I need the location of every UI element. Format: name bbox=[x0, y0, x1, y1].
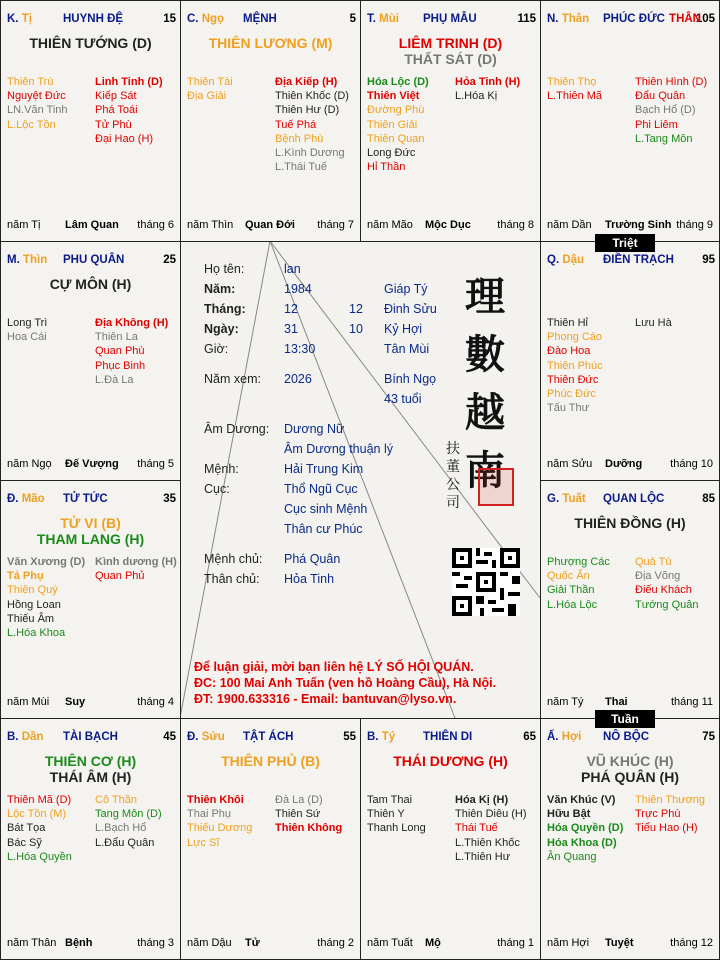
palace-header bbox=[547, 254, 715, 270]
than-chu-label: Thân chủ: bbox=[204, 572, 260, 586]
gio-label: Giờ: bbox=[204, 342, 229, 356]
palace-name: NÔ BỘC bbox=[603, 731, 649, 743]
palace-dau[interactable] bbox=[540, 241, 720, 481]
minor-stars-left bbox=[7, 316, 47, 344]
palace-age: 75 bbox=[702, 731, 715, 743]
ho-ten-label: Họ tên: bbox=[204, 262, 245, 276]
minor-star: Địa Giải bbox=[187, 90, 227, 103]
menh-label: Mệnh: bbox=[204, 462, 239, 476]
palace-year: năm Sửu bbox=[547, 458, 593, 470]
palace-year: năm Dậu bbox=[187, 937, 232, 949]
minor-star: Thiên Trù bbox=[7, 76, 54, 88]
palace-header bbox=[187, 731, 356, 747]
minor-star: Giải Thần bbox=[547, 584, 595, 597]
palace-stage: Đế Vượng bbox=[65, 458, 119, 470]
palace-stage: Mộ bbox=[425, 937, 441, 949]
palace-year: năm Tý bbox=[547, 696, 584, 708]
nam-value: 1984 bbox=[284, 282, 312, 296]
palace-stage: Thai bbox=[605, 696, 628, 708]
minor-star: Cô Thần bbox=[95, 794, 137, 806]
palace-stage: Mộc Dục bbox=[425, 219, 471, 231]
minor-star: Linh Tinh (D) bbox=[95, 76, 163, 88]
minor-star: Hồng Loan bbox=[7, 598, 61, 611]
palace-header bbox=[7, 13, 176, 29]
minor-star: Thiên Tài bbox=[187, 76, 233, 88]
minor-star: L.Thiên Hư bbox=[455, 850, 511, 863]
palace-age: 55 bbox=[343, 731, 356, 743]
palace-month: tháng 7 bbox=[317, 219, 354, 231]
minor-stars-right bbox=[275, 75, 349, 174]
thang-am-value: 12 bbox=[349, 302, 363, 316]
thang-can-chi: Đinh Sửu bbox=[384, 302, 437, 316]
palace-age: 45 bbox=[163, 731, 176, 743]
minor-star: Hữu Bật bbox=[547, 808, 591, 821]
palace-suu[interactable] bbox=[180, 718, 361, 960]
main-star: PHÁ QUÂN (H) bbox=[581, 769, 679, 785]
minor-star: Thiên Hư (D) bbox=[275, 104, 340, 117]
minor-star: Kình dương (H) bbox=[95, 556, 177, 568]
minor-star: Điếu Khách bbox=[635, 584, 692, 597]
palace-header bbox=[547, 13, 715, 29]
triet-marker: Triệt bbox=[595, 234, 655, 252]
minor-star: Thiên Quan bbox=[367, 132, 425, 145]
minor-star: L.Hóa Kị bbox=[455, 90, 498, 103]
nam-can-chi: Giáp Tý bbox=[384, 282, 428, 296]
minor-star: LN.Văn Tinh bbox=[7, 104, 68, 117]
minor-star: Tuế Phá bbox=[275, 118, 317, 131]
palace-name: QUAN LỘC bbox=[603, 493, 665, 505]
palace-header bbox=[7, 731, 176, 747]
palace-stage: Lâm Quan bbox=[65, 219, 119, 231]
palace-name: TỬ TỨC bbox=[63, 493, 108, 505]
palace-ti[interactable] bbox=[0, 0, 181, 242]
palace-header bbox=[7, 493, 176, 509]
minor-stars-right bbox=[455, 793, 527, 864]
minor-star: Thiên Hình (D) bbox=[635, 76, 708, 88]
minor-stars-left bbox=[187, 75, 233, 103]
minor-star: Tiểu Hao (H) bbox=[635, 822, 698, 835]
palace-month: tháng 8 bbox=[497, 219, 534, 231]
palace-age: 115 bbox=[517, 13, 536, 25]
nam-label: Năm: bbox=[204, 282, 236, 296]
palace-header bbox=[547, 731, 715, 747]
palace-thin[interactable] bbox=[0, 241, 181, 481]
minor-star: Thiên Thọ bbox=[547, 76, 597, 88]
palace-ngo[interactable] bbox=[180, 0, 361, 242]
palace-dan[interactable] bbox=[0, 718, 181, 960]
main-star: CỰ MÔN (H) bbox=[49, 276, 132, 292]
minor-stars-left bbox=[547, 316, 603, 415]
minor-star: Thiên Khốc (D) bbox=[275, 90, 349, 103]
palace-branch: Ấ. Hợi bbox=[547, 731, 582, 743]
minor-star: L.Đà La bbox=[95, 373, 134, 386]
cuc-note-1: Cục sinh Mệnh bbox=[284, 502, 368, 516]
palace-footer bbox=[367, 219, 534, 233]
palace-header bbox=[547, 493, 715, 509]
minor-star: Hỉ Thần bbox=[367, 161, 406, 174]
palace-stage: Tuyệt bbox=[605, 937, 634, 949]
minor-star: Văn Khúc (V) bbox=[547, 794, 616, 806]
main-star: LIÊM TRINH (D) bbox=[398, 35, 503, 51]
main-star: TỬ VI (B) bbox=[60, 515, 121, 531]
am-duong-value: Dương Nữ bbox=[284, 422, 345, 436]
minor-star: Đường Phù bbox=[367, 104, 425, 117]
minor-star: Đại Hao (H) bbox=[95, 132, 154, 145]
nam-xem-value: 2026 bbox=[284, 372, 312, 386]
minor-star: Long Đức bbox=[367, 147, 416, 160]
minor-stars-left bbox=[7, 75, 68, 132]
center-info bbox=[180, 240, 540, 718]
palace-footer bbox=[547, 219, 713, 233]
main-star: THIÊN PHỦ (B) bbox=[221, 753, 320, 769]
palace-stage: Bệnh bbox=[65, 937, 93, 949]
main-star: THIÊN TƯỚNG (D) bbox=[29, 35, 152, 51]
palace-age: 5 bbox=[349, 13, 356, 25]
minor-star: Thiên Mã (D) bbox=[7, 794, 72, 806]
minor-star: Phong Cáo bbox=[547, 331, 603, 344]
palace-branch: K. Tị bbox=[7, 13, 32, 25]
palace-month: tháng 10 bbox=[670, 458, 713, 470]
palace-name: PHU QUÂN bbox=[63, 254, 125, 266]
palace-footer bbox=[187, 937, 354, 951]
minor-star: Thiên Quý bbox=[7, 584, 58, 597]
minor-star: Tấu Thư bbox=[547, 402, 590, 415]
main-star: THÁI ÂM (H) bbox=[49, 769, 132, 785]
gio-can-chi: Tân Mùi bbox=[384, 342, 430, 356]
minor-star: Nguyệt Đức bbox=[7, 90, 66, 103]
palace-footer bbox=[7, 458, 174, 472]
menh-chu-value: Phá Quân bbox=[284, 552, 341, 566]
palace-age: 95 bbox=[702, 254, 715, 266]
cuc-value: Thổ Ngũ Cục bbox=[284, 482, 358, 496]
minor-star: Tả Phụ bbox=[7, 570, 44, 583]
minor-stars-right bbox=[275, 793, 342, 836]
main-star: THẤT SÁT (D) bbox=[404, 51, 497, 67]
palace-month: tháng 1 bbox=[497, 937, 534, 949]
minor-star: L.Tang Môn bbox=[635, 132, 693, 145]
palace-stage: Trường Sinh bbox=[605, 219, 672, 231]
thang-value: 12 bbox=[284, 302, 298, 316]
minor-star: L.Thiên Khốc bbox=[455, 836, 520, 849]
minor-star: L.Thái Tuế bbox=[275, 161, 327, 174]
palace-tuat[interactable] bbox=[540, 480, 720, 719]
palace-hoi[interactable] bbox=[540, 718, 720, 960]
palace-age: 15 bbox=[163, 13, 176, 25]
main-star: THIÊN ĐỒNG (H) bbox=[574, 515, 686, 531]
palace-branch: T. Mùi bbox=[367, 13, 399, 25]
minor-star: Thái Tuế bbox=[455, 822, 498, 835]
minor-star: Tướng Quân bbox=[635, 598, 699, 611]
thang-label: Tháng: bbox=[204, 302, 246, 316]
minor-star: Bệnh Phù bbox=[275, 132, 324, 145]
red-seal bbox=[478, 468, 514, 506]
contact-line-1: Để luận giải, mời bạn liên hệ LÝ SỐ HỘI QUÁN. bbox=[194, 660, 474, 674]
palace-year: năm Mùi bbox=[7, 696, 50, 708]
ngay-label: Ngày: bbox=[204, 322, 239, 336]
minor-stars-right bbox=[95, 75, 163, 146]
minor-star: L.Thiên Mã bbox=[547, 90, 603, 103]
minor-star: Quan Phủ bbox=[95, 570, 145, 583]
minor-stars-left bbox=[367, 75, 429, 174]
minor-stars-right bbox=[635, 555, 699, 612]
minor-stars-right bbox=[635, 316, 672, 330]
palace-year: năm Dần bbox=[547, 219, 592, 231]
qr-code bbox=[452, 548, 520, 616]
minor-star: Địa Kiếp (H) bbox=[275, 76, 338, 88]
palace-branch: G. Tuất bbox=[547, 493, 586, 505]
minor-star: Thai Phụ bbox=[187, 808, 232, 821]
palace-name: TẬT ÁCH bbox=[243, 731, 294, 743]
palace-mui[interactable] bbox=[360, 0, 541, 242]
minor-star: Tam Thai bbox=[367, 794, 413, 806]
minor-star: Địa Không (H) bbox=[95, 317, 169, 329]
palace-year: năm Hợi bbox=[547, 937, 590, 949]
minor-star: L.Hóa Khoa bbox=[7, 627, 66, 640]
palace-name: PHÚC ĐỨC bbox=[603, 13, 665, 25]
palace-age: 35 bbox=[163, 493, 176, 505]
palace-year: năm Ngọ bbox=[7, 458, 52, 470]
palace-footer bbox=[547, 458, 713, 472]
main-star: THAM LANG (H) bbox=[36, 531, 145, 547]
minor-stars-left bbox=[187, 793, 252, 850]
palace-footer bbox=[187, 219, 354, 233]
minor-star: Hóa Khoa (D) bbox=[547, 836, 617, 849]
palace-ty[interactable] bbox=[360, 718, 541, 960]
palace-branch: Đ. Mão bbox=[7, 493, 45, 505]
palace-year: năm Thìn bbox=[187, 219, 234, 231]
minor-star: Hóa Quyền (D) bbox=[547, 822, 624, 835]
minor-star: Thiếu Dương bbox=[187, 822, 253, 835]
minor-star: Lộc Tồn (M) bbox=[7, 808, 67, 821]
tuan-marker: Tuần bbox=[595, 710, 655, 728]
minor-star: L.Hóa Lộc bbox=[547, 598, 598, 611]
palace-month: tháng 11 bbox=[670, 696, 713, 708]
minor-star: Thiên Giải bbox=[367, 118, 418, 131]
minor-star: Phượng Các bbox=[547, 556, 610, 568]
palace-branch: Q. Dậu bbox=[547, 254, 585, 266]
palace-branch: Đ. Sửu bbox=[187, 731, 225, 743]
palace-name: HUYNH ĐỆ bbox=[63, 13, 124, 25]
main-star: THIÊN LƯƠNG (M) bbox=[208, 35, 333, 51]
palace-mao[interactable] bbox=[0, 480, 181, 719]
palace-stage: Quan Đới bbox=[245, 219, 295, 231]
menh-chu-label: Mệnh chủ: bbox=[204, 552, 263, 566]
main-star: VŨ KHÚC (H) bbox=[586, 753, 674, 769]
palace-year: năm Mão bbox=[367, 219, 413, 231]
palace-footer bbox=[7, 696, 174, 710]
am-duong-note: Âm Dương thuận lý bbox=[284, 442, 393, 456]
nam-xem-label: Năm xem: bbox=[204, 372, 261, 386]
palace-month: tháng 4 bbox=[137, 696, 174, 708]
palace-stage: Suy bbox=[65, 696, 86, 708]
minor-stars-right bbox=[95, 793, 162, 850]
minor-star: Quốc Ấn bbox=[547, 570, 590, 583]
minor-star: Thanh Long bbox=[367, 822, 426, 835]
minor-stars-left bbox=[7, 555, 85, 640]
palace-footer bbox=[367, 937, 534, 951]
minor-star: L.Kình Dương bbox=[275, 147, 345, 160]
palace-branch: M. Thìn bbox=[7, 254, 48, 266]
minor-star: Ân Quang bbox=[547, 850, 597, 863]
palace-branch: B. Tý bbox=[367, 731, 396, 743]
minor-star: L.Lộc Tồn bbox=[7, 118, 56, 131]
minor-star: Bạch Hổ (D) bbox=[635, 104, 696, 117]
minor-star: Tang Môn (D) bbox=[95, 808, 162, 821]
main-star: THIÊN CƠ (H) bbox=[44, 753, 137, 769]
minor-star: Thiên Việt bbox=[367, 90, 420, 103]
minor-stars-left bbox=[547, 75, 602, 103]
palace-branch: C. Ngọ bbox=[187, 13, 225, 25]
minor-stars-left bbox=[547, 793, 623, 864]
palace-branch: N. Thân bbox=[547, 13, 590, 25]
palace-age: 85 bbox=[702, 493, 715, 505]
minor-star: Đào Hoa bbox=[547, 345, 591, 358]
minor-star: Đà La (D) bbox=[275, 794, 323, 806]
minor-star: Hoa Cái bbox=[7, 331, 47, 344]
minor-star: L.Bạch Hổ bbox=[95, 822, 147, 835]
minor-star: Thiên La bbox=[95, 331, 138, 344]
ngay-am-value: 10 bbox=[349, 322, 363, 336]
minor-stars-left bbox=[547, 555, 610, 612]
palace-month: tháng 3 bbox=[137, 937, 174, 949]
minor-star: Thiên Sứ bbox=[275, 808, 321, 821]
ho-ten-value: lan bbox=[284, 262, 301, 276]
palace-header bbox=[7, 254, 176, 270]
minor-star: Thiếu Âm bbox=[7, 612, 55, 625]
tuoi-value: 43 tuổi bbox=[384, 392, 422, 406]
palace-age: 105 bbox=[695, 13, 715, 25]
menh-value: Hải Trung Kim bbox=[284, 462, 364, 476]
palace-age: 25 bbox=[163, 254, 176, 266]
minor-star: Tử Phù bbox=[95, 118, 132, 131]
minor-star: Long Trì bbox=[7, 317, 48, 329]
palace-month: tháng 12 bbox=[670, 937, 713, 949]
minor-star: Bác Sỹ bbox=[7, 836, 42, 849]
palace-than[interactable] bbox=[540, 0, 720, 242]
minor-star: Thiên Phúc bbox=[547, 359, 603, 372]
palace-header bbox=[367, 731, 536, 747]
minor-star: Hóa Kị (H) bbox=[455, 794, 509, 806]
minor-star: Thiên Diêu (H) bbox=[455, 808, 527, 821]
calligraphy-logo: 理數越南 bbox=[465, 273, 505, 494]
minor-star: Hóa Lộc (D) bbox=[367, 76, 429, 88]
than-marker: THÂN bbox=[669, 13, 701, 25]
palace-month: tháng 9 bbox=[676, 219, 713, 231]
palace-header bbox=[187, 13, 356, 29]
minor-stars-right bbox=[635, 75, 707, 146]
palace-name: MỆNH bbox=[243, 13, 277, 25]
palace-age: 65 bbox=[523, 731, 536, 743]
minor-star: Thiên Đức bbox=[547, 373, 599, 386]
palace-year: năm Thân bbox=[7, 937, 57, 949]
palace-year: năm Tuất bbox=[367, 937, 413, 949]
palace-month: tháng 6 bbox=[137, 219, 174, 231]
cuc-label: Cục: bbox=[204, 482, 230, 496]
minor-star: Văn Xương (D) bbox=[7, 556, 86, 568]
minor-star: Phúc Đức bbox=[547, 388, 596, 401]
minor-stars-right bbox=[455, 75, 520, 103]
minor-star: L.Đẩu Quân bbox=[95, 836, 155, 849]
ngay-can-chi: Kỷ Hợi bbox=[384, 322, 423, 336]
minor-star: Phá Toái bbox=[95, 104, 138, 117]
minor-star: Kiếp Sát bbox=[95, 90, 137, 103]
palace-month: tháng 2 bbox=[317, 937, 354, 949]
minor-star: Thiên Y bbox=[367, 808, 405, 821]
palace-footer bbox=[547, 696, 713, 710]
nam-xem-can-chi: Bính Ngọ bbox=[384, 372, 437, 386]
minor-stars-right bbox=[95, 316, 168, 387]
minor-star: Địa Võng bbox=[635, 570, 681, 583]
palace-month: tháng 5 bbox=[137, 458, 174, 470]
palace-name: ĐIỀN TRẠCH bbox=[603, 254, 674, 266]
palace-name: TÀI BẠCH bbox=[63, 731, 118, 743]
palace-name: PHỤ MẪU bbox=[423, 13, 477, 25]
minor-stars-left bbox=[7, 793, 72, 864]
palace-stage: Tử bbox=[245, 937, 260, 949]
minor-star: Bát Tọa bbox=[7, 822, 46, 835]
palace-year: năm Tị bbox=[7, 219, 41, 231]
minor-star: Lưu Hà bbox=[635, 317, 672, 329]
minor-star: Phi Liêm bbox=[635, 118, 678, 131]
palace-name: THIÊN DI bbox=[423, 731, 473, 743]
minor-star: L.Hóa Quyền bbox=[7, 850, 72, 863]
minor-star: Hỏa Tinh (H) bbox=[455, 76, 521, 88]
minor-star: Quan Phù bbox=[95, 345, 145, 358]
cuc-note-2: Thân cư Phúc bbox=[284, 522, 363, 536]
am-duong-label: Âm Dương: bbox=[204, 422, 270, 436]
palace-footer bbox=[7, 219, 174, 233]
minor-stars-right bbox=[635, 793, 705, 836]
minor-star: Phục Binh bbox=[95, 359, 146, 372]
minor-stars-right bbox=[95, 555, 177, 583]
contact-line-3: ĐT: 1900.633316 - Email: bantuvan@lyso.vn. bbox=[194, 692, 457, 706]
palace-footer bbox=[7, 937, 174, 951]
minor-star: Thiên Khôi bbox=[187, 794, 244, 806]
minor-star: Quả Tú bbox=[635, 556, 672, 568]
palace-branch: B. Dần bbox=[7, 731, 44, 743]
minor-star: Thiên Thương bbox=[635, 794, 706, 806]
minor-star: Thiên Không bbox=[275, 822, 343, 835]
main-star: THÁI DƯƠNG (H) bbox=[393, 753, 508, 769]
palace-stage: Dưỡng bbox=[605, 458, 643, 470]
ngay-value: 31 bbox=[284, 322, 298, 336]
minor-star: Đẩu Quân bbox=[635, 90, 686, 103]
palace-footer bbox=[547, 937, 713, 951]
minor-star: Trực Phù bbox=[635, 808, 681, 821]
than-chu-value: Hỏa Tinh bbox=[284, 572, 335, 586]
minor-stars-left bbox=[367, 793, 426, 836]
minor-star: Thiên Hỉ bbox=[547, 317, 588, 329]
contact-line-2: ĐC: 100 Mai Anh Tuấn (ven hồ Hoàng Cầu), Hà Nội. bbox=[194, 676, 497, 690]
seal-side-text: 扶董公司 bbox=[446, 441, 460, 511]
palace-header bbox=[367, 13, 536, 29]
gio-value: 13:30 bbox=[284, 342, 316, 356]
minor-star: Lực Sĩ bbox=[187, 836, 220, 849]
